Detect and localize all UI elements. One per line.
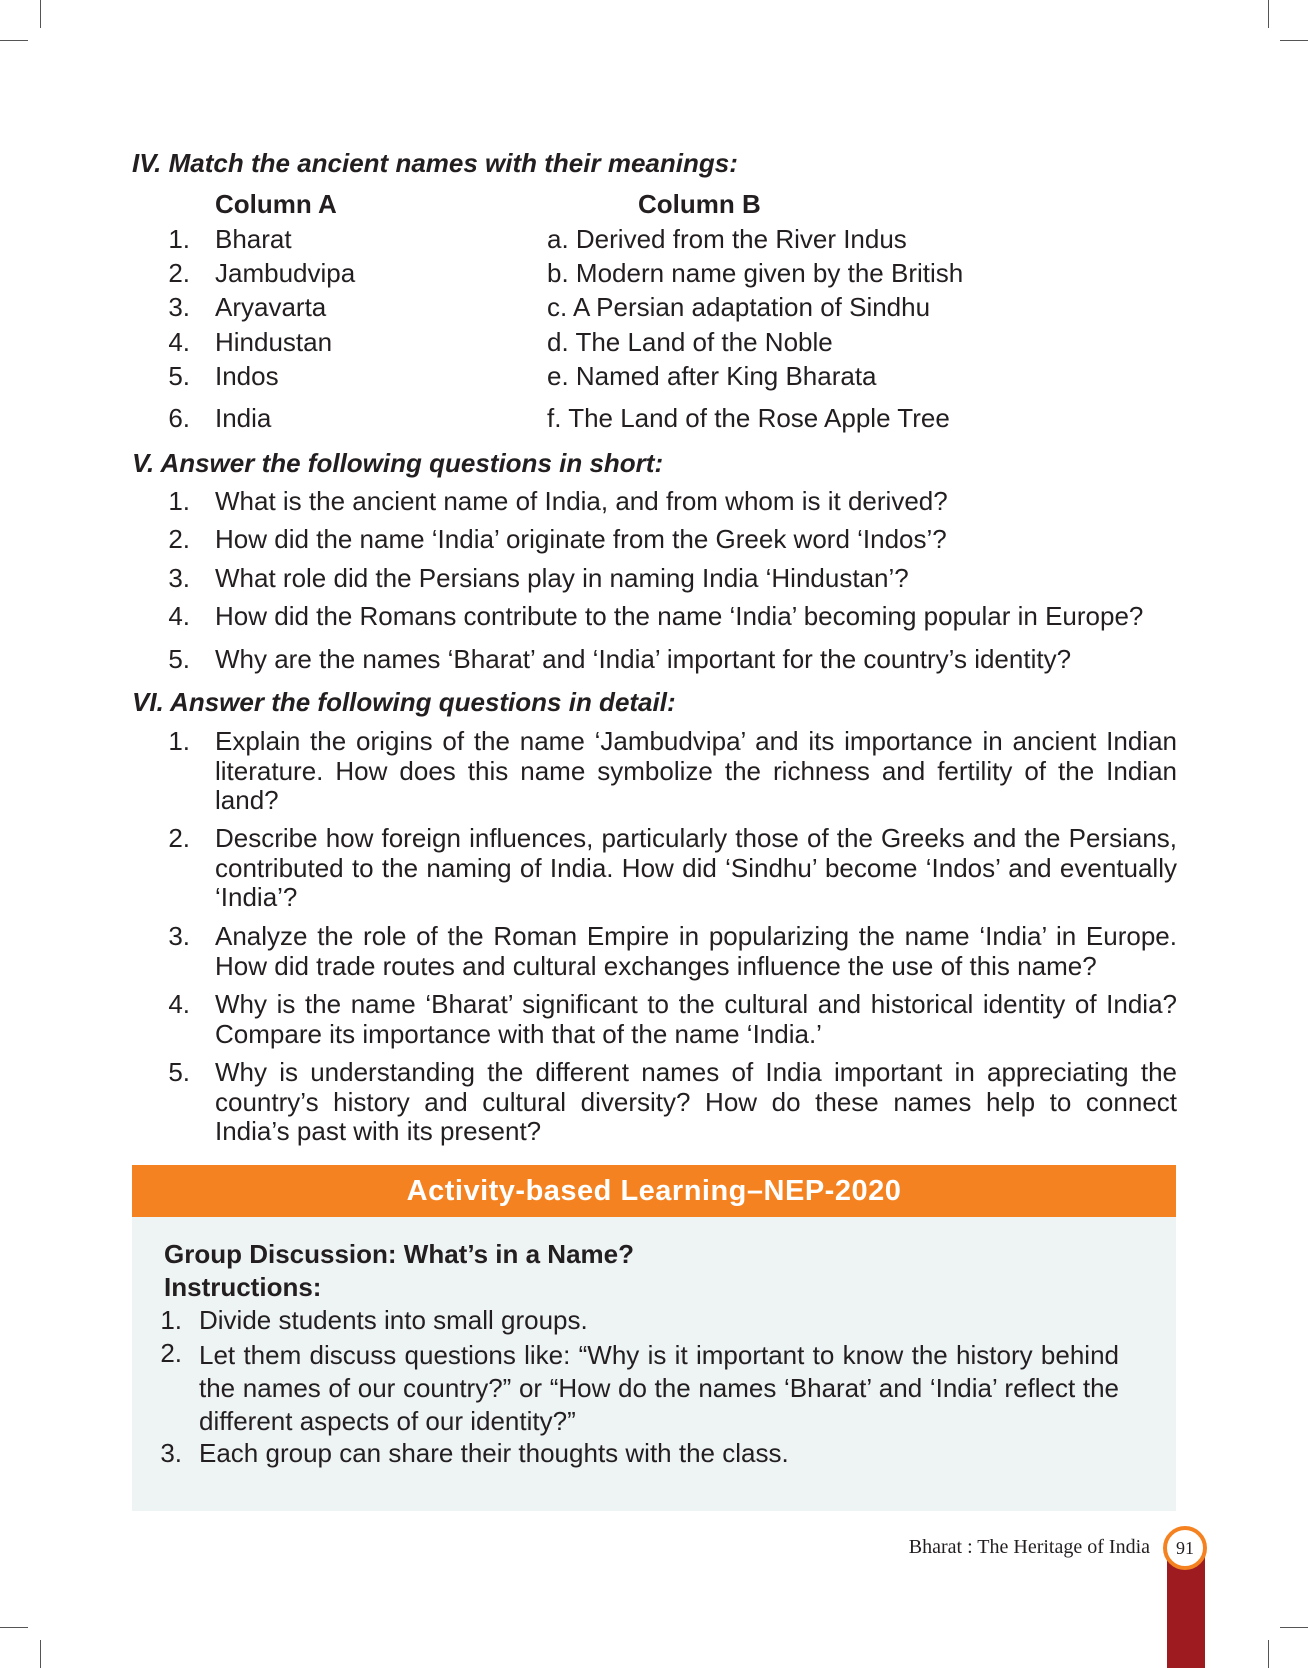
question-text: What role did the Persians play in naming India ‘Hindustan’? [215, 563, 909, 593]
column-b-item: e. Named after King Bharata [547, 361, 877, 391]
item-number: 2. [168, 258, 190, 288]
item-number: 5. [168, 644, 190, 674]
question-text: Describe how foreign influences, particularly those of the Greeks and the Persians, contributed to the naming of India. How did ‘Sindhu’ become ‘Indos’ and eventually ‘India’? [215, 823, 1177, 912]
column-a-item: Indos [215, 361, 279, 391]
page-number-badge [1163, 1526, 1207, 1570]
question-text: Explain the origins of the name ‘Jambudvipa’ and its importance in ancient Indian literature. How does this name symbolize the richness and fertility of the Indian land? [215, 726, 1177, 815]
item-number: 4. [168, 327, 190, 357]
column-b-item: a. Derived from the River Indus [547, 224, 907, 254]
item-number: 2. [160, 1338, 182, 1368]
item-number: 5. [168, 1057, 190, 1087]
section-v-heading: V. Answer the following questions in short: [132, 448, 664, 478]
column-a-item: Hindustan [215, 327, 333, 357]
book-title: Bharat : The Heritage of India [908, 1536, 1150, 1558]
section-vi-heading: VI. Answer the following questions in detail: [132, 687, 676, 717]
crop-mark [0, 1627, 28, 1628]
column-b-item: f. The Land of the Rose Apple Tree [547, 403, 950, 433]
question-text: How did the name ‘India’ originate from the Greek word ‘Indos’? [215, 524, 947, 554]
item-number: 3. [160, 1438, 182, 1468]
crop-mark [40, 1640, 41, 1668]
item-number: 3. [168, 292, 190, 322]
column-a-item: Aryavarta [215, 292, 327, 322]
item-number: 6. [168, 403, 190, 433]
section-iv-heading: IV. Match the ancient names with their meanings: [132, 148, 738, 178]
instruction-text: Let them discuss questions like: “Why is it important to know the history behind the names of our country?” or “How do the names ‘Bharat’ and ‘India’ reflect the different aspects of our identity?” [199, 1340, 1119, 1436]
question-text: What is the ancient name of India, and from whom is it derived? [215, 486, 948, 516]
item-number: 3. [168, 563, 190, 593]
column-b-label: Column B [638, 189, 761, 219]
instruction-text: Each group can share their thoughts with the class. [199, 1438, 789, 1468]
item-number: 2. [168, 524, 190, 554]
column-a-item: Jambudvipa [215, 258, 356, 288]
activity-title: Group Discussion: What’s in a Name? [164, 1239, 634, 1269]
column-a-label: Column A [215, 189, 337, 219]
column-a-item: India [215, 403, 272, 433]
crop-mark [40, 0, 41, 28]
question-text: How did the Romans contribute to the name ‘India’ becoming popular in Europe? [215, 601, 1144, 631]
column-b-item: b. Modern name given by the British [547, 258, 964, 288]
crop-mark [1268, 0, 1269, 28]
instruction-text: Divide students into small groups. [199, 1305, 588, 1335]
column-b-item: c. A Persian adaptation of Sindhu [547, 292, 931, 322]
question-text: Why is the name ‘Bharat’ significant to the cultural and historical identity of India? Compare its importance with that of the name ‘India.’ [215, 989, 1177, 1049]
question-text: Analyze the role of the Roman Empire in popularizing the name ‘India’ in Europe. How did trade routes and cultural exchanges influence the use of this name? [215, 921, 1177, 981]
column-b-item: d. The Land of the Noble [547, 327, 833, 357]
activity-banner: Activity-based Learning–NEP-2020 [132, 1165, 1176, 1217]
crop-mark [0, 40, 28, 41]
item-number: 1. [160, 1305, 182, 1335]
item-number: 1. [168, 726, 190, 756]
question-text: Why are the names ‘Bharat’ and ‘India’ important for the country’s identity? [215, 644, 1072, 674]
crop-mark [1268, 1640, 1269, 1668]
crop-mark [1280, 40, 1308, 41]
activity-box [132, 1217, 1176, 1511]
crop-mark [1280, 1627, 1308, 1628]
item-number: 4. [168, 989, 190, 1019]
item-number: 5. [168, 361, 190, 391]
page-number: 91 [1176, 1538, 1194, 1558]
question-text: Why is understanding the different names of India important in appreciating the country’s history and cultural diversity? How do these names help to connect India’s past with its present? [215, 1057, 1177, 1146]
item-number: 3. [168, 921, 190, 951]
item-number: 1. [168, 486, 190, 516]
item-number: 1. [168, 224, 190, 254]
instructions-label: Instructions: [164, 1272, 322, 1302]
page-ribbon [1167, 1556, 1205, 1668]
item-number: 2. [168, 823, 190, 853]
column-a-item: Bharat [215, 224, 292, 254]
item-number: 4. [168, 601, 190, 631]
